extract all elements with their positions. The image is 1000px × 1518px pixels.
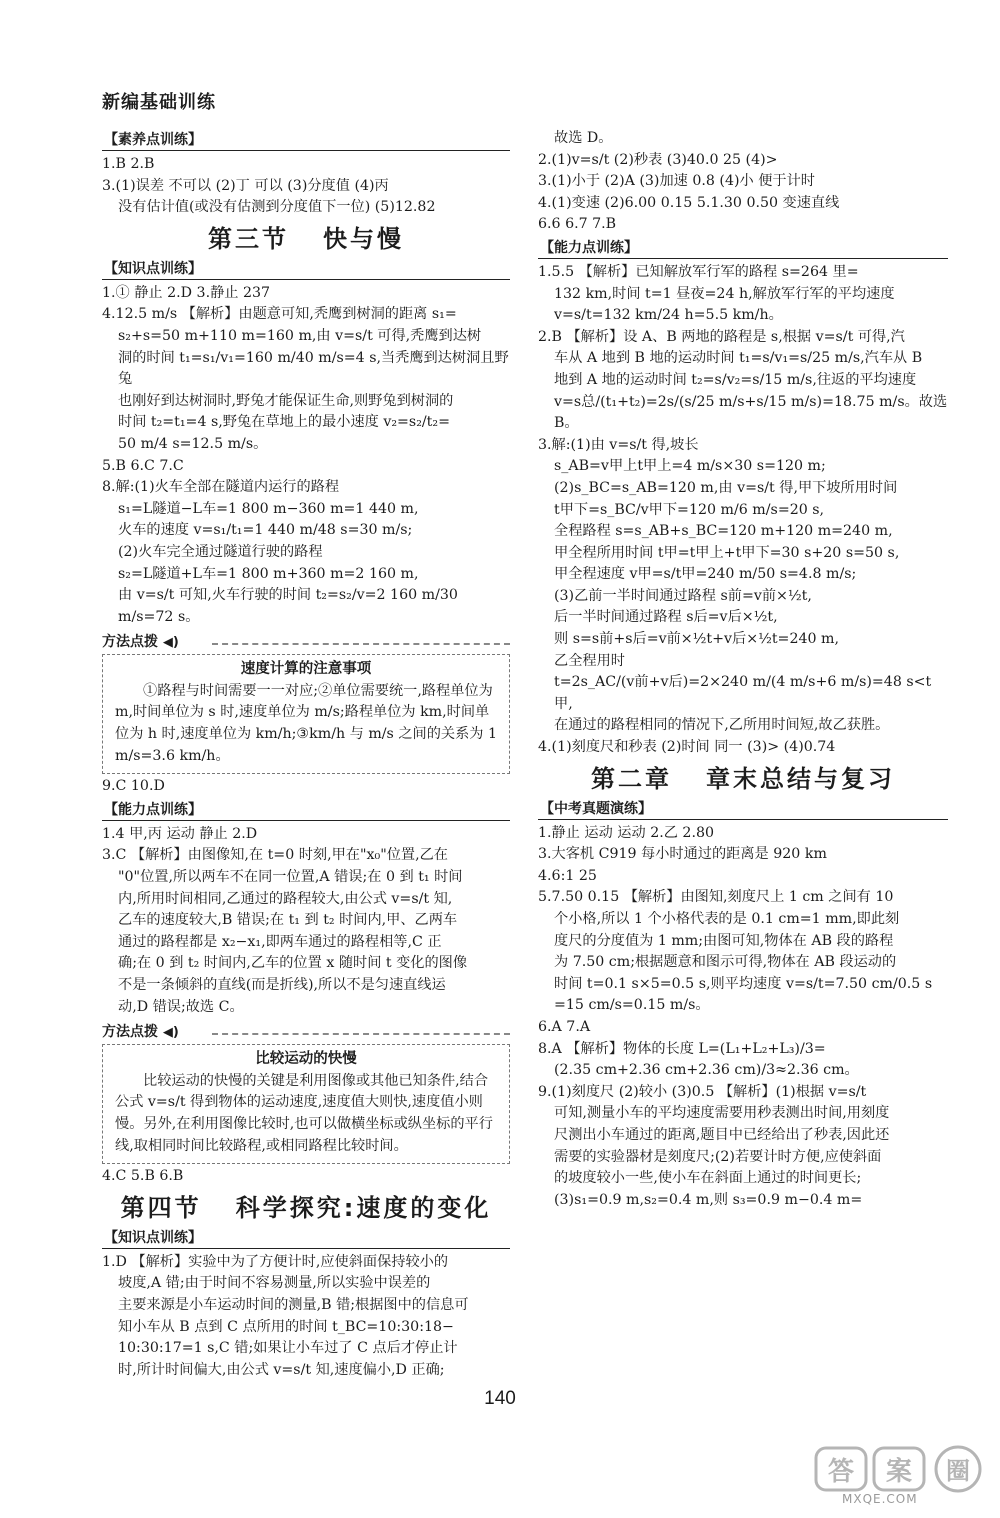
speaker-icon: ◀) (162, 635, 179, 651)
svg-text:答: 答 (827, 1457, 855, 1487)
section-tag: 【素养点训练】 (102, 130, 510, 151)
running-head: 新编基础训练 (102, 92, 216, 113)
answer-line: s₂+s=50 m+110 m=160 m,由 v=s/t 可得,秃鹰到达树 (118, 327, 482, 344)
answer-line: 1.① 静止 2.D 3.静止 237 (102, 284, 271, 301)
answer-line: 由 v=s/t 可知,火车行驶的时间 t₂=s₂/v=2 160 m/30 m/s=72 s。 (118, 587, 458, 625)
answer-line: 全程路程 s=s_AB+s_BC=120 m+120 m=240 m, (554, 523, 893, 540)
section-tag: 【能力点训练】 (102, 800, 510, 821)
answer-line: "0"位置,所以两车不在同一位置,A 错误;在 0 到 t₁ 时间 (118, 869, 463, 886)
answer-line: 通过的路程都是 x₂−x₁,即两车通过的路程相等,C 正 (118, 933, 442, 950)
watermark-url: MXQE.COM (842, 1492, 918, 1506)
tip-box-2-body: 比较运动的快慢的关键是利用图像或其他已知条件,结合公式 v=s/t 得到物体的运动速度,速度值大则快,速度值小则慢。另外,在利用图像比较时,也可以做横坐标或纵坐标的平行线,取相同时间比较路程,或相同路程比较时间。 (115, 1072, 493, 1154)
tip-box-1-body: ①路程与时间需要一一对应;②单位需要统一,路程单位为 m,时间单位为 s 时,速度单位为 m/s;路程单位为 km,时间单位为 h 时,速度单位为 km/h;③km/h 与 m/s 之间的关系为 1 m/s=3.6 km/h。 (115, 682, 498, 764)
answer-line: 1.静止 运动 运动 2.乙 2.80 (538, 824, 715, 841)
answer-line: 度尺的分度值为 1 mm;由图可知,物体在 AB 段的路程 (554, 932, 894, 949)
answer-line: 在通过的路程相同的情况下,乙所用时间短,故乙获胜。 (554, 717, 890, 734)
answer-line: 132 km,时间 t=1 昼夜=24 h,解放军行军的平均速度 (554, 285, 895, 302)
answer-line: 5.B 6.C 7.C (102, 457, 184, 474)
answer-line: t甲下=s_BC/v甲下=120 m/6 m/s=20 s, (554, 501, 825, 518)
answer-line: 6.A 7.A (538, 1018, 591, 1035)
answer-line: 8.解:(1)火车全部在隧道内运行的路程 (102, 479, 340, 496)
left-column-lines (102, 130, 510, 628)
answer-line: 9.(1)刻度尺 (2)较小 (3)0.5 【解析】(1)根据 v=s/t (538, 1083, 867, 1100)
answer-line: 6.6 6.7 7.B (538, 216, 617, 233)
answer-line: 时,所计时间偏大,由公式 v=s/t 知,速度偏小,D 正确; (118, 1361, 445, 1378)
answer-line: 不是一条倾斜的直线(而是折线),所以不是匀速直线运 (118, 977, 446, 993)
section-tag: 【知识点训练】 (102, 1228, 510, 1249)
answer-line: 4.(1)变速 (2)6.00 0.15 5.1.30 0.50 变速直线 (538, 194, 840, 211)
answer-line: 洞的时间 t₁=s₁/v₁=160 m/40 m/s=4 s,当秃鹰到达树洞且野兔 (118, 349, 509, 388)
answer-line: 内,所用时间相同,乙通过的路程较大,由公式 v=s/t 知, (118, 890, 453, 907)
answer-line: 4.12.5 m/s 【解析】由题意可知,秃鹰到树洞的距离 s₁= (102, 306, 457, 323)
section-tag: 【能力点训练】 (538, 238, 948, 259)
answer-line: s₁=L隧道−L车=1 800 m−360 m=1 440 m, (118, 500, 419, 517)
answer-line: 甲全程速度 v甲=s/t甲=240 m/50 s=4.8 m/s; (554, 566, 857, 583)
answer-line: 1.4 甲,丙 运动 静止 2.D (102, 825, 258, 842)
answer-line: 为 7.50 cm;根据题意和图示可得,物体在 AB 段运动的 (554, 954, 897, 971)
section-title: 第二章 章末总结与复习 (590, 764, 896, 793)
answer-line: 坡度,A 错;由于时间不容易测量,所以实验中误差的 (118, 1275, 431, 1292)
answer-line: 火车的速度 v=s₁/t₁=1 440 m/48 s=30 m/s; (118, 522, 413, 539)
answer-line: 尺测出小车通过的距离,题目中已经给出了秒表,因此还 (554, 1126, 890, 1143)
tip-box-2-title: 比较运动的快慢 (255, 1051, 357, 1068)
tip-head-1 (102, 632, 510, 654)
answer-line: 3.解:(1)由 v=s/t 得,坡长 (538, 436, 699, 453)
answer-line: t=2s_AC/(v前+v后)=2×240 m/(4 m/s+6 m/s)=48 s<t甲, (554, 674, 932, 712)
answer-line: 3.(1)小于 (2)A (3)加速 0.8 (4)小 便于计时 (538, 173, 815, 190)
answer-line: (2)s_BC=s_AB=120 m,由 v=s/t 得,甲下坡所用时间 (554, 479, 898, 496)
answer-line: 2.B 【解析】设 A、B 两地的路程是 s,根据 v=s/t 可得,汽 (538, 328, 905, 345)
answer-line: 时间 t=0.1 s×5=0.5 s,则平均速度 v=s/t=7.50 cm/0.5 s (554, 975, 933, 992)
answer-line: 8.A 【解析】物体的长度 L=(L₁+L₂+L₃)/3= (538, 1040, 826, 1057)
answer-line: 主要来源是小车运动时间的测量,B 错;根据图中的信息可 (118, 1296, 469, 1313)
tip-head-1-divider (212, 643, 510, 645)
section-tag: 【中考真题演练】 (538, 799, 948, 820)
answer-line: 则 s=s前+s后=v前×½t+v后×½t=240 m, (554, 631, 839, 648)
section-title: 第三节 快与慢 (207, 224, 405, 253)
answer-line: 没有估计值(或没有估测到分度值下一位) (5)12.82 (118, 199, 436, 216)
answer-line: 4.6:1 25 (538, 867, 597, 884)
left-column-lines-3 (102, 1166, 510, 1381)
answer-line: 后一半时间通过路程 s后=v后×½t, (554, 609, 778, 626)
answer-line: 50 m/4 s=12.5 m/s。 (118, 435, 268, 452)
answer-line: 3.C 【解析】由图像知,在 t=0 时刻,甲在"x₀"位置,乙在 (102, 847, 448, 864)
answer-line: 1.5.5 【解析】已知解放军行军的路程 s=264 里= (538, 263, 859, 280)
answer-line: 故选 D。 (554, 130, 613, 146)
answer-line: 知小车从 B 点到 C 点所用的时间 t_BC=10:30:18− (118, 1318, 454, 1335)
answer-line: 时间 t₂=t₁=4 s,野兔在草地上的最小速度 v₂=s₂/t₂= (118, 414, 450, 431)
right-column (538, 128, 948, 1211)
answer-line: v=s总/(t₁+t₂)=2s/(s/25 m/s+s/15 m/s)=18.75 m/s。故选 B。 (554, 393, 948, 432)
tip-box-1 (102, 654, 510, 774)
tip-head-2-divider (212, 1033, 510, 1035)
tip-box-1-title: 速度计算的注意事项 (240, 661, 372, 678)
answer-line: =15 cm/s=0.15 m/s。 (554, 997, 710, 1014)
speaker-icon: ◀) (162, 1025, 179, 1041)
answer-line: 1.B 2.B (102, 156, 155, 172)
page-number: 140 (484, 1388, 516, 1409)
answer-line: 乙全程用时 (554, 652, 625, 669)
answer-line: 1.D 【解析】实验中为了方便计时,应使斜面保持较小的 (102, 1253, 449, 1270)
left-column (102, 128, 510, 1381)
answer-line: 5.7.50 0.15 【解析】由图知,刻度尺上 1 cm 之间有 10 (538, 889, 894, 906)
answer-line: (3)s₁=0.9 m,s₂=0.4 m,则 s₃=0.9 m−0.4 m= (554, 1191, 863, 1208)
answer-line: 9.C 10.D (102, 778, 165, 795)
tip-head-1-label: 方法点拨 (102, 634, 158, 651)
answer-line: 的坡度较小一些,使小车在斜面上通过的时间更长; (554, 1170, 862, 1187)
answer-line: 4.(1)刻度尺和秒表 (2)时间 同一 (3)> (4)0.74 (538, 739, 836, 756)
answer-line: (2.35 cm+2.36 cm+2.36 cm)/3≈2.36 cm。 (554, 1062, 859, 1079)
answer-line: s₂=L隧道+L车=1 800 m+360 m=2 160 m, (118, 565, 419, 582)
left-column-lines-2 (102, 776, 510, 1018)
answer-line: 地到 A 地的运动时间 t₂=s/v₂=s/15 m/s,往返的平均速度 (554, 371, 917, 388)
answer-line: 3.大客机 C919 每小时通过的距离是 920 km (538, 846, 827, 863)
answer-line: 甲全程所用时间 t甲=t甲上+t甲下=30 s+20 s=50 s, (554, 544, 900, 561)
section-title: 第四节 科学探究:速度的变化 (120, 1193, 492, 1222)
answer-line: 车从 A 地到 B 地的运动时间 t₁=s/v₁=s/25 m/s,汽车从 B (554, 350, 923, 367)
answer-line: 需要的实验器材是刻度尺;(2)若要计时方便,应使斜面 (554, 1148, 882, 1165)
answer-line: 10:30:17=1 s,C 错;如果让小车过了 C 点后才停止计 (118, 1340, 458, 1357)
answer-line: 也刚好到达树洞时,野兔才能保证生命,则野兔到树洞的 (118, 392, 454, 409)
answer-line: (3)乙前一半时间通过路程 s前=v前×½t, (554, 587, 812, 604)
answer-line: s_AB=v甲上t甲上=4 m/s×30 s=120 m; (554, 458, 826, 475)
svg-text:圈: 圈 (946, 1457, 970, 1485)
answer-line: 动,D 错误;故选 C。 (118, 998, 244, 1015)
svg-text:案: 案 (885, 1457, 913, 1487)
answer-line: 2.(1)v=s/t (2)秒表 (3)40.0 25 (4)> (538, 151, 778, 168)
section-tag: 【知识点训练】 (102, 259, 510, 280)
tip-head-2-label: 方法点拨 (102, 1024, 158, 1041)
answer-line: 3.(1)误差 不可以 (2)丁 可以 (3)分度值 (4)丙 (102, 177, 389, 194)
answer-line: (2)火车完全通过隧道行驶的路程 (118, 543, 323, 560)
answer-line: 乙车的速度较大,B 错误;在 t₁ 到 t₂ 时间内,甲、乙两车 (118, 912, 458, 929)
tip-box-2 (102, 1044, 510, 1164)
right-column-lines (538, 128, 948, 1211)
answer-line: v=s/t=132 km/24 h=5.5 km/h。 (554, 307, 783, 324)
answer-line: 4.C 5.B 6.B (102, 1168, 184, 1185)
tip-head-2 (102, 1022, 510, 1044)
answer-line: 确;在 0 到 t₂ 时间内,乙车的位置 x 随时间 t 变化的图像 (118, 955, 468, 972)
answer-line: 可知,测量小车的平均速度需要用秒表测出时间,用刻度 (554, 1105, 890, 1122)
answer-line: 个小格,所以 1 个小格代表的是 0.1 cm=1 mm,即此刻 (554, 911, 900, 927)
